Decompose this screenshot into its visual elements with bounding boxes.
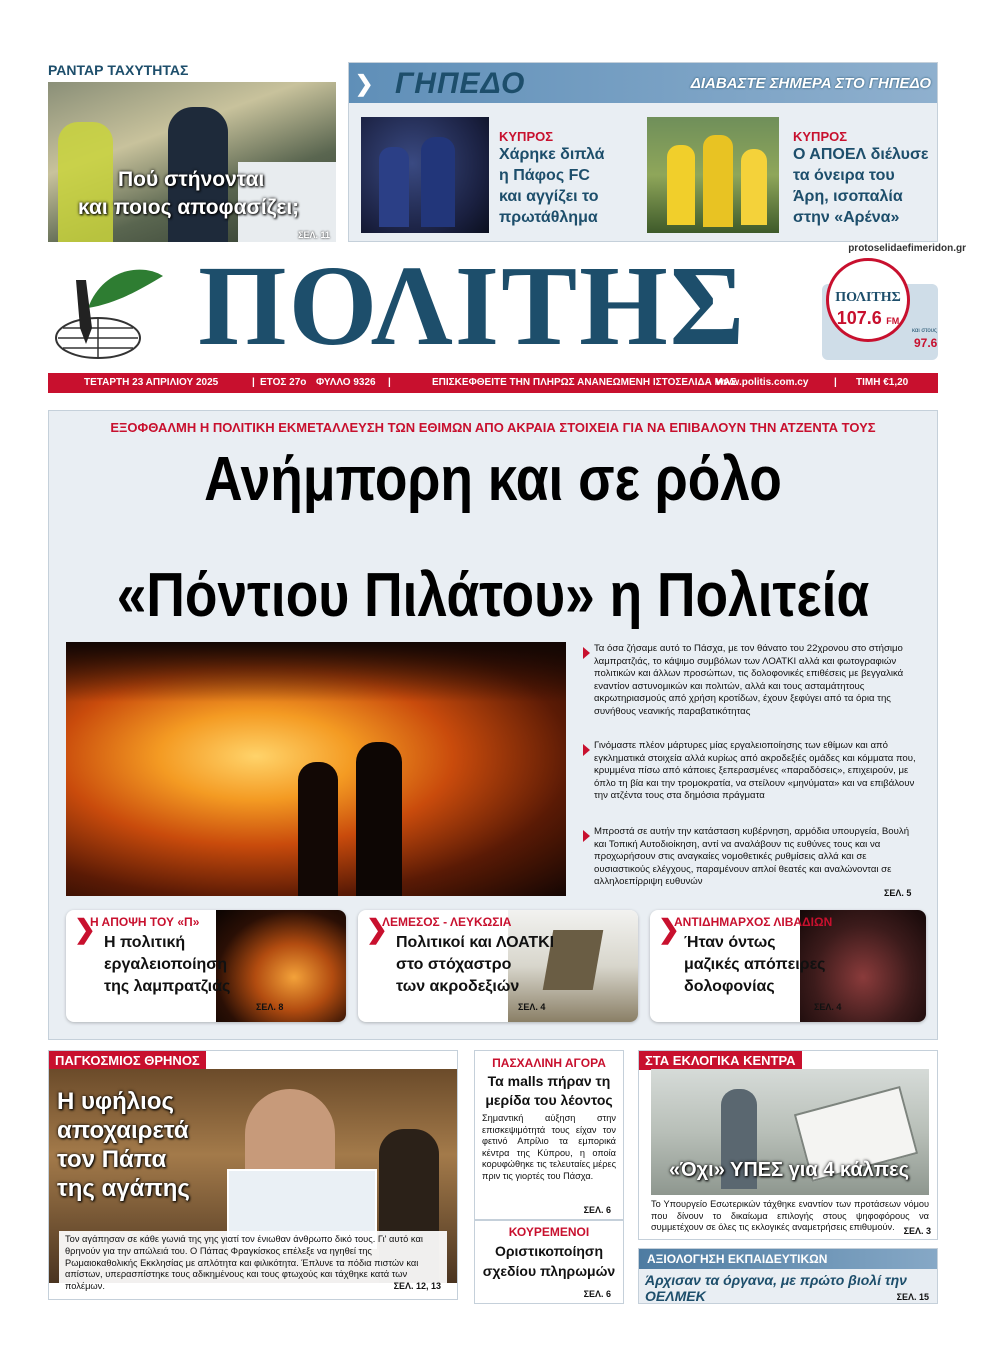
sub2-line: Πολιτικοί και ΛΟΑΤΚΙ	[396, 934, 555, 951]
radio-badge[interactable]	[822, 258, 938, 362]
radio-name: ΠΟΛΙΤΗΣ	[835, 290, 901, 305]
info-separator: |	[252, 377, 255, 388]
gipedo-story2-line: τα όνειρα του	[793, 167, 895, 184]
gipedo-box	[348, 62, 938, 242]
pope-page: ΣΕΛ. 12, 13	[393, 1281, 441, 1292]
haircut-kicker: ΚΟΥΡΕΜΕΝΟΙ	[508, 1225, 590, 1239]
pope-headline	[57, 1087, 190, 1203]
gipedo-story1-kicker: ΚΥΠΡΟΣ	[499, 129, 554, 144]
radar-caption-2: και ποιος αποφασίζει;	[78, 196, 300, 219]
teachers-box[interactable]	[638, 1248, 938, 1304]
info-url[interactable]: www.politis.com.cy	[716, 377, 809, 388]
lead-headline-2[interactable]: «Πόντιου Πιλάτου» η Πολιτεία	[116, 561, 870, 630]
gipedo-story2-kicker: ΚΥΠΡΟΣ	[793, 129, 848, 144]
gipedo-story2-line: στην «Αρένα»	[793, 209, 900, 226]
pope-body-text: Τον αγάπησαν σε κάθε γωνιά της γης γιατί τον ένιωθαν άνθρωπο δικό τους. Γι' αυτό και θρηνούν για την απώλειά του. Ο Πάπας Φραγκίσκος επέλεξε να ηγηθεί της Ρωμαιοκαθολικής Εκκλησίας με απλότητα και φιλικότητα. Έπλυνε τα πόδια πιστών και απίστων, υπερασπίστηκε τους αδικημένους και τους φτωχούς και τάχθηκε κατά των πολέμων.	[65, 1234, 423, 1292]
masthead-title: ΠΟΛΙΤΗΣ	[198, 242, 747, 369]
elections-headline: «Όχι» ΥΠΕΣ για 4 κάλπες	[669, 1159, 910, 1181]
teachers-kicker: ΑΞΙΟΛΟΓΗΣΗ ΕΚΠΑΙΔΕΥΤΙΚΩΝ	[647, 1252, 828, 1266]
bullet-arrow-icon	[583, 744, 590, 756]
teachers-page: ΣΕΛ. 15	[896, 1292, 929, 1302]
haircut-box[interactable]	[474, 1220, 624, 1304]
sub3-line: Ήταν όντως	[684, 934, 776, 951]
teachers-headline: Άρχισαν τα όργανα, με πρώτο βιολί την ΟΕΛΜΕΚ	[645, 1272, 907, 1304]
lead-page: ΣΕΛ. 5	[884, 888, 912, 898]
sub1-line: Η πολιτική	[104, 934, 186, 951]
lead-paragraph-1: Τα όσα ζήσαμε αυτό το Πάσχα, με τον θάνατο του 22χρονου στο στήσιμο λαμπρατζιάς, το κάψιμο συμβόλων των ΛΟΑΤΚΙ αλλά και φωτογραφιών πολιτικών και άλλων προσώπων, τις δολοφονικές επιθέσεις με βεγγαλικά εναντίον αστυνομικών και πολιτών, αλλά και τους ασταμάτητους ακρωτηριασμούς από χρήση κροτίδων, έχουν ξεφύγει από τα όρια της συνήθους νεανικής παραβατικότητας	[594, 643, 904, 717]
sub2-line: στο στόχαστρο	[396, 956, 512, 973]
info-bar	[48, 373, 938, 393]
elections-page: ΣΕΛ. 3	[903, 1226, 931, 1236]
sub3-line: δολοφονίας	[684, 978, 775, 995]
haircut-headline-2: σχεδίου πληρωμών	[482, 1263, 616, 1279]
gipedo-story2[interactable]	[793, 129, 929, 228]
radio-alt-freq: 97.6	[914, 336, 938, 350]
pope-body	[59, 1231, 447, 1296]
elections-body: Το Υπουργείο Εσωτερικών τάχθηκε εναντίον των προτάσεων νόμου που δίνουν το δικαίωμα επιλογής στους ψηφοφόρους να συμμετέχουν σε όλες τις εκλογικές αναμετρήσεις επιθυμούν.	[651, 1199, 929, 1233]
info-date: ΤΕΤΑΡΤΗ 23 ΑΠΡΙΛΙΟΥ 2025	[84, 377, 219, 388]
bonfire-photo	[66, 642, 566, 896]
radio-fm: FM	[886, 316, 900, 326]
radio-freq	[822, 308, 914, 329]
radar-box[interactable]	[48, 62, 336, 242]
chevron-right-icon: ❯	[658, 914, 680, 944]
bullet-arrow-icon	[583, 830, 590, 842]
elections-kicker: ΣΤΑ ΕΚΛΟΓΙΚΑ ΚΕΝΤΡΑ	[639, 1051, 802, 1070]
sub2-page: ΣΕΛ. 4	[518, 1002, 546, 1012]
pope-headline-line: Η υφήλιος	[57, 1088, 174, 1115]
sub2-kicker: ΛΕΜΕΣΟΣ - ΛΕΥΚΩΣΙΑ	[382, 915, 512, 929]
malls-headline-1: Τα malls πήραν τη	[487, 1073, 611, 1089]
pafos-photo	[361, 117, 489, 233]
watermark: protoselidaefimeridon.gr	[848, 243, 966, 254]
radio-freq-value: 107.6	[836, 308, 882, 328]
pope-kicker: ΠΑΓΚΟΣΜΙΟΣ ΘΡΗΝΟΣ	[49, 1051, 206, 1070]
gipedo-story1-line: Χάρηκε διπλά	[499, 146, 605, 163]
masthead-logo-icon	[48, 258, 168, 362]
sub2-line: των ακροδεξιών	[396, 978, 520, 995]
radar-caption-1: Πού στήνονται	[118, 168, 265, 191]
lead-kicker: ΕΞΟΦΘΑΛΜΗ Η ΠΟΛΙΤΙΚΗ ΕΚΜΕΤΑΛΛΕΥΣΗ ΤΩΝ ΕΘΙΜΩΝ ΑΠΟ ΑΚΡΑΙΑ ΣΤΟΙΧΕΙΑ ΓΙΑ ΝΑ ΕΠΙΒΑΛΟΥΝ ΤΗΝ ΑΤΖΕΝΤΑ ΤΟΥΣ	[110, 420, 876, 435]
haircut-page: ΣΕΛ. 6	[583, 1289, 611, 1299]
chevron-right-icon: ❯	[366, 914, 388, 944]
pope-headline-line: αποχαιρετά	[57, 1117, 189, 1144]
malls-box[interactable]	[474, 1050, 624, 1220]
sub1-kicker: Η ΑΠΟΨΗ ΤΟΥ «Π»	[90, 915, 200, 929]
radio-alt-label: και στους	[912, 328, 937, 334]
gipedo-story2-line: Άρη, ισοπαλία	[793, 188, 903, 205]
sub-story-3[interactable]	[650, 910, 926, 1022]
info-separator: |	[388, 377, 391, 388]
elections-box[interactable]	[638, 1050, 938, 1240]
sub1-line: της λαμπρατζιάς	[104, 978, 231, 995]
apoel-photo	[647, 117, 779, 233]
sub1-page: ΣΕΛ. 8	[256, 1002, 284, 1012]
info-site: ΕΠΙΣΚΕΦΘΕΙΤΕ ΤΗΝ ΠΛΗΡΩΣ ΑΝΑΝΕΩΜΕΝΗ ΙΣΤΟΣΕΛΙΔΑ ΜΑΣ	[432, 377, 737, 388]
sub-story-2[interactable]	[358, 910, 638, 1022]
info-year: ΕΤΟΣ 27ο	[260, 377, 307, 388]
info-issue: ΦΥΛΛΟ 9326	[316, 377, 376, 388]
chevron-right-icon: ❯	[74, 914, 96, 944]
pope-box[interactable]	[48, 1050, 458, 1300]
malls-kicker: ΠΑΣΧΑΛΙΝΗ ΑΓΟΡΑ	[492, 1056, 606, 1070]
radar-page: ΣΕΛ. 11	[298, 230, 330, 240]
lead-paragraph-2: Γινόμαστε πλέον μάρτυρες μίας εργαλειοποίησης των εθίμων και από εγκληματικά στοιχεία αλλά κυρίως από ακροδεξιές ομάδες και κόμματα που, κρυμμένα πίσω από κάποιες ξεπερασμένες «παραδόσεις», επιχειρούν, με όπλο τη βία και την τρομοκρατία, να στείλουν «μηνύματα» και να επιβάλουν την ατζέντα τους στα δημόσια πράγματα	[594, 740, 916, 802]
bullet-arrow-icon	[583, 647, 590, 659]
pope-headline-line: τον Πάπα	[57, 1146, 167, 1173]
malls-page: ΣΕΛ. 6	[583, 1205, 611, 1215]
sub-story-1[interactable]	[66, 910, 346, 1022]
pope-headline-line: της αγάπης	[57, 1175, 190, 1202]
gipedo-story1-line: πρωτάθλημα	[499, 209, 598, 226]
gipedo-story1-line: και αγγίζει το	[499, 188, 599, 205]
gipedo-tagline[interactable]: ΔΙΑΒΑΣΤΕ ΣΗΜΕΡΑ ΣΤΟ ΓΗΠΕΔΟ	[690, 75, 931, 92]
sub3-page: ΣΕΛ. 4	[814, 1002, 842, 1012]
gipedo-title: ΓΗΠΕΔΟ	[395, 67, 526, 100]
lead-paragraph-3: Μπροστά σε αυτήν την κατάσταση κυβέρνηση, αρμόδια υπουργεία, Βουλή και Τοπική Αυτοδιοίκηση, αντί να αναλάβουν τις ευθύνες τους και να προχωρήσουν στις αναγκαίες νομοθετικές ρυθμίσεις αλλά και σε ουσιαστικούς ελέγχους, παραμένουν απλοί θεατές και αναλώνονται σε αλληλοεπίρριψη ευθυνών	[594, 826, 910, 888]
info-price: ΤΙΜΗ €1,20	[856, 377, 909, 388]
radar-kicker: ΡΑΝΤΑΡ ΤΑΧΥΤΗΤΑΣ	[48, 62, 189, 78]
info-separator: |	[834, 377, 837, 388]
lead-headline-1[interactable]: Ανήμπορη και σε ρόλο	[204, 445, 782, 514]
malls-body: Σημαντική αύξηση στην επισκεψιμότητά τους είχαν τον φετινό Απρίλιο τα εμπορικά κέντρα της Κύπρου, η οποία κορυφώθηκε τις τελευταίες μέρες πριν τις γιορτές του Πάσχα.	[482, 1113, 616, 1181]
sub3-kicker: ΑΝΤΙΔΗΜΑΡΧΟΣ ΛΙΒΑΔΙΩΝ	[674, 915, 833, 929]
sub1-line: εργαλειοποίηση	[104, 956, 228, 973]
malls-headline-2: μερίδα του λέοντος	[485, 1092, 613, 1108]
chevron-right-icon: ❯	[355, 71, 374, 96]
gipedo-story1[interactable]	[499, 129, 604, 228]
gipedo-story1-line: η Πάφος FC	[499, 167, 590, 184]
haircut-headline-1: Οριστικοποίηση	[494, 1243, 604, 1259]
sub3-line: μαζικές απόπειρες	[684, 956, 826, 973]
gipedo-story2-line: Ο ΑΠΟΕΛ διέλυσε	[793, 146, 929, 163]
